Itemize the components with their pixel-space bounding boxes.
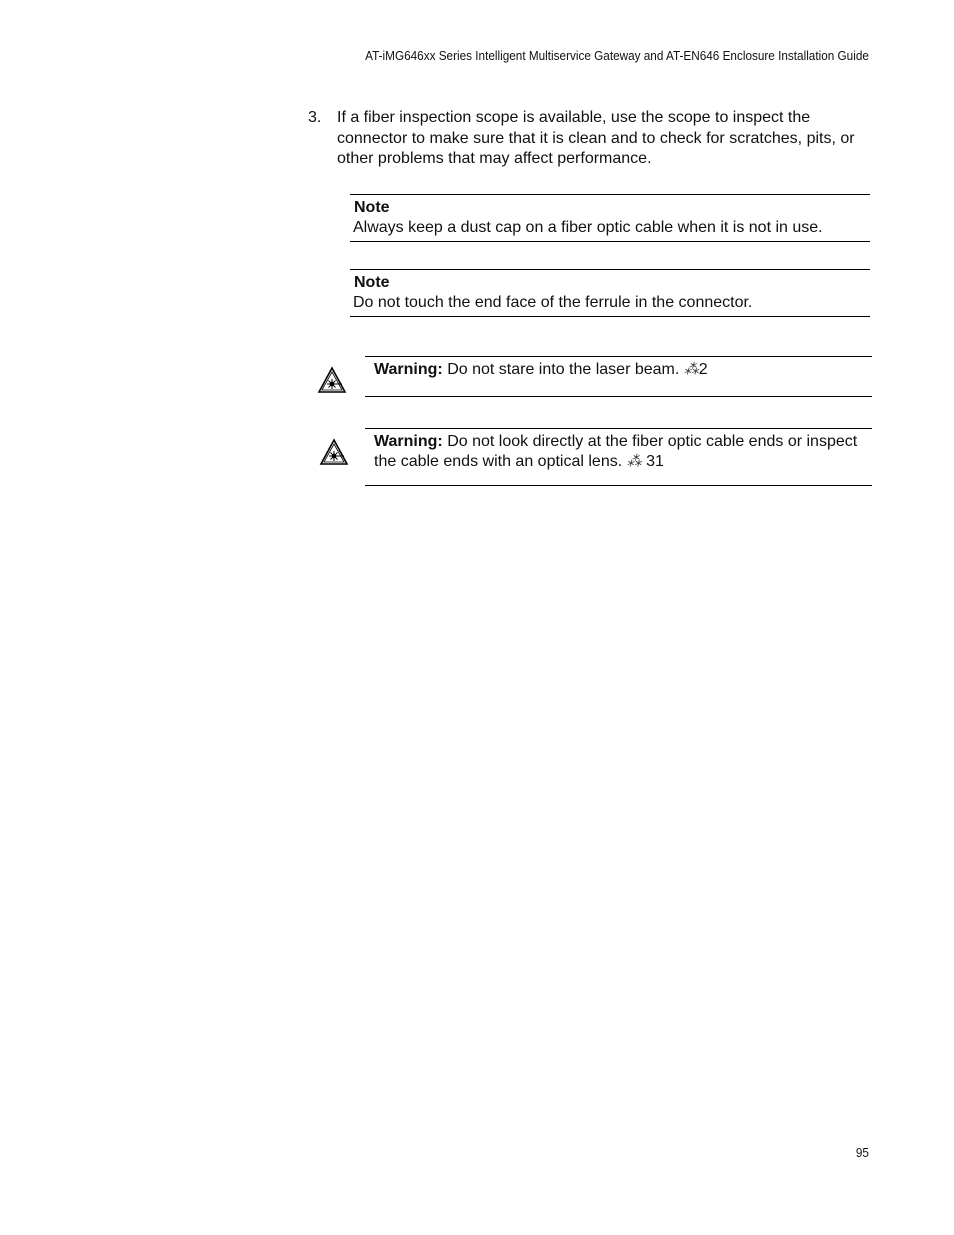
note-body: Always keep a dust cap on a fiber optic cable when it is not in use. — [353, 219, 823, 236]
note-box-dust-cap — [350, 194, 870, 242]
page-number: 95 — [855, 1146, 869, 1160]
note-title: Note — [354, 274, 390, 291]
warning-label: Warning: — [374, 433, 443, 450]
translation-reference-number: 2 — [698, 361, 708, 378]
step-text: If a fiber inspection scope is available, use the scope to inspect the connector to make sure that it is clean and to check for scratches, pits, or other problems that may affect performance. — [337, 109, 855, 167]
warning-body: Do not stare into the laser beam. — [447, 361, 680, 378]
laser-warning-icon — [319, 438, 349, 466]
running-header: AT-iMG646xx Series Intelligent Multiservice Gateway and AT-EN646 Enclosure Installation Guide — [365, 49, 869, 63]
note-body: Do not touch the end face of the ferrule in the connector. — [353, 294, 753, 311]
laser-warning-icon — [317, 366, 347, 394]
note-title: Note — [354, 199, 390, 216]
translation-reference-icon: ⁂ — [683, 361, 699, 378]
warning-label: Warning: — [374, 361, 443, 378]
warning-text — [365, 429, 872, 472]
warning-box-optical-lens — [365, 428, 872, 486]
warning-text — [365, 357, 872, 380]
step-number: 3. — [308, 109, 322, 126]
translation-reference-icon: ⁂ — [626, 453, 642, 470]
translation-reference-number: 31 — [646, 453, 664, 470]
warning-box-laser-beam — [365, 356, 872, 397]
note-box-ferrule — [350, 269, 870, 317]
warning-body: Do not look directly at the fiber optic cable ends or inspect the cable ends with an optical lens. — [374, 433, 858, 470]
